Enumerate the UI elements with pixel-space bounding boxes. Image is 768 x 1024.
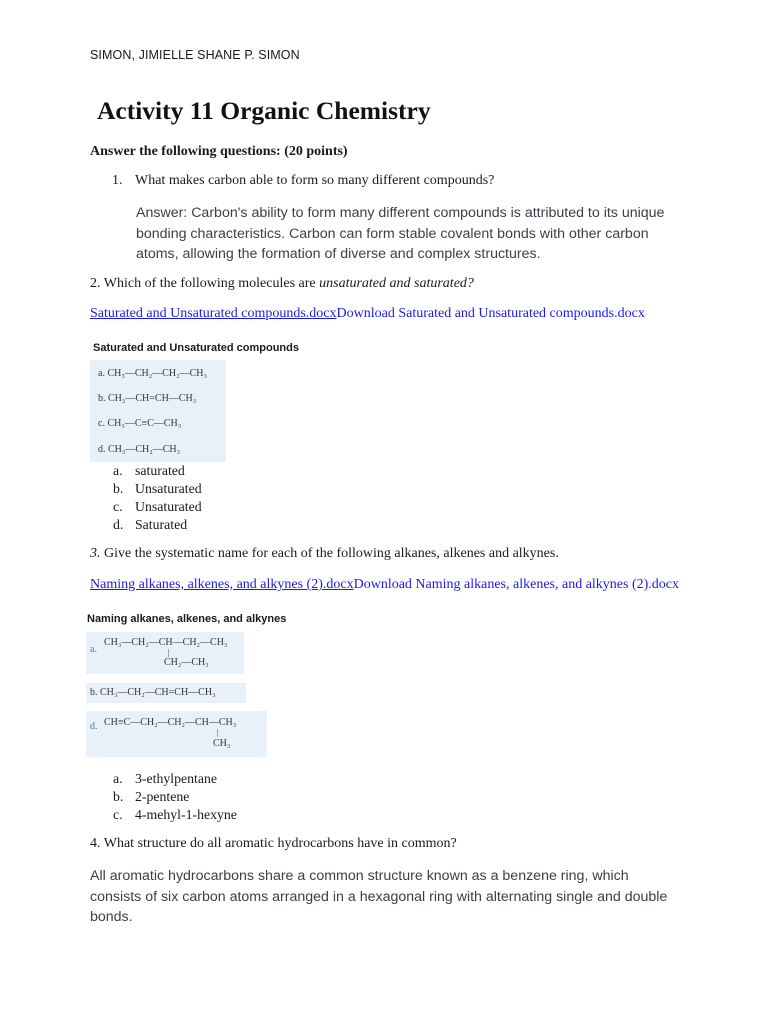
- list-item: c. Unsaturated: [113, 499, 202, 514]
- download-link-naming[interactable]: Download Naming alkanes, alkenes, and alkynes (2).docx: [353, 577, 679, 592]
- formula-image-a: a. CH₃—CH₂—CH—CH₂—CH₃ | CH₂—CH₃: [86, 632, 244, 674]
- question-1: [112, 173, 494, 189]
- answer-list-2: [113, 462, 202, 534]
- question-2-prefix: 2. Which of the following molecules are: [90, 276, 320, 291]
- formula-d: d. CH₃—CH₂—CH₃: [98, 444, 181, 455]
- attachment-3: [90, 576, 690, 593]
- list-item: c. 4-mehyl-1-hexyne: [113, 807, 237, 822]
- author-name: SIMON, JIMIELLE SHANE P. SIMON: [90, 48, 300, 62]
- list-item: a. saturated: [113, 463, 185, 478]
- question-3: [90, 546, 559, 562]
- image-caption-saturated: Saturated and Unsaturated compounds: [93, 342, 299, 354]
- question-1-number: 1.: [112, 173, 123, 188]
- formula-c: c. CH₃—C≡C—CH₃: [98, 418, 182, 429]
- answer-list-3: [113, 770, 237, 824]
- question-3-number: 3.: [90, 546, 101, 561]
- image-caption-naming: Naming alkanes, alkenes, and alkynes: [87, 613, 287, 625]
- formula-image-d: d. CH≡C—CH₂—CH₂—CH—CH₃ | CH₃: [86, 711, 267, 757]
- list-item: d. Saturated: [113, 517, 188, 532]
- page-title: Activity 11 Organic Chemistry: [97, 96, 431, 125]
- attachment-2: [90, 305, 690, 322]
- question-2: [90, 276, 474, 292]
- attachment-link-naming[interactable]: Naming alkanes, alkenes, and alkynes (2).docx: [90, 577, 354, 592]
- answer-4: All aromatic hydrocarbons share a common structure known as a benzene ring, which consists of six carbon atoms arranged in a hexagonal ring with alternating single and double bonds.: [90, 868, 668, 925]
- instructions: Answer the following questions: (20 points): [90, 144, 348, 159]
- question-1-text: What makes carbon able to form so many different compounds?: [135, 173, 495, 188]
- formula-a-main: CH₃—CH₂—CH—CH₂—CH₃: [104, 637, 228, 648]
- formula-a: a. CH₃—CH₂—CH₂—CH₃: [98, 368, 207, 379]
- list-item: b. 2-pentene: [113, 789, 190, 804]
- formula-image-saturated: [90, 360, 226, 462]
- question-3-text: Give the systematic name for each of the following alkanes, alkenes and alkynes.: [104, 546, 559, 561]
- formula-b: b. CH₃—CH₂—CH=CH—CH₃: [90, 687, 216, 698]
- question-2-emphasis: unsaturated and saturated?: [319, 276, 474, 291]
- formula-a-branch: CH₂—CH₃: [164, 657, 209, 668]
- list-item: b. Unsaturated: [113, 481, 202, 496]
- question-4: 4. What structure do all aromatic hydrocarbons have in common?: [90, 836, 457, 851]
- answer-1: Answer: Carbon's ability to form many different compounds is attributed to its unique bonding characteristics. Carbon can form stable covalent bonds with other carbon atoms, allowing the formation of diverse and complex structures.: [136, 205, 665, 262]
- formula-b: b. CH₃—CH=CH—CH₃: [98, 393, 197, 404]
- download-link-saturated[interactable]: Download Saturated and Unsaturated compounds.docx: [336, 306, 645, 321]
- formula-d-branch: CH₃: [213, 738, 231, 749]
- attachment-link-saturated[interactable]: Saturated and Unsaturated compounds.docx: [90, 306, 337, 321]
- list-item: a. 3-ethylpentane: [113, 771, 217, 786]
- formula-d-main: CH≡C—CH₂—CH₂—CH—CH₃: [104, 717, 237, 728]
- formula-image-b: [86, 683, 246, 703]
